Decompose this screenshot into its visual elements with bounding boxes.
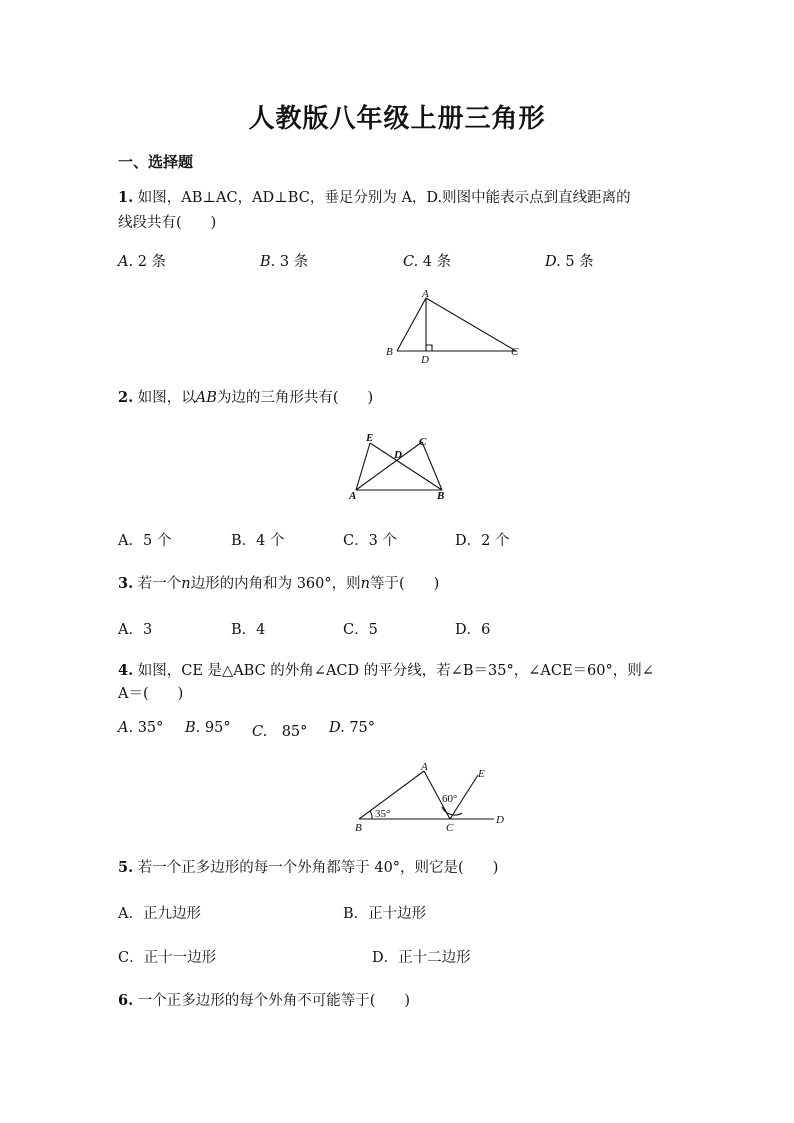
question-2-text-post: 为边的三角形共有( ) bbox=[216, 390, 374, 406]
q3-option-a-text: 3 bbox=[142, 622, 153, 638]
q1-right-angle-mark bbox=[426, 345, 432, 351]
question-3-var2: n bbox=[360, 576, 370, 592]
q1-option-a[interactable] bbox=[118, 250, 166, 271]
question-3-text-post: 等于( ) bbox=[369, 576, 440, 592]
question-2-var: AB bbox=[195, 390, 217, 406]
q2-segment-ac bbox=[356, 442, 422, 490]
q5-option-a-letter: A． bbox=[118, 906, 143, 922]
q5-option-d-letter: D． bbox=[372, 950, 399, 966]
question-1-number: 1. bbox=[118, 189, 134, 206]
question-3-text-mid: 边形的内角和为 360°，则 bbox=[190, 576, 361, 592]
section-heading: 一、选择题 bbox=[118, 153, 194, 171]
q1-option-c[interactable] bbox=[403, 250, 451, 271]
q1-option-a-letter: A. bbox=[118, 254, 134, 270]
q3-option-d-text: 6 bbox=[481, 622, 491, 638]
q1-figure bbox=[380, 284, 530, 370]
q1-option-c-letter: C. bbox=[403, 254, 419, 270]
q3-option-a[interactable] bbox=[118, 618, 152, 639]
q1-label-a: A bbox=[422, 288, 429, 300]
q3-option-b-text: 4 bbox=[256, 622, 266, 638]
question-5-text: 若一个正多边形的每一个外角都等于 40°，则它是( ) bbox=[137, 860, 499, 876]
q5-option-d[interactable] bbox=[372, 946, 471, 967]
q5-option-c[interactable] bbox=[118, 946, 216, 967]
question-4-line2: A＝( ) bbox=[118, 686, 184, 702]
q4-segment-ab bbox=[359, 771, 424, 819]
q4-option-a-letter: A. bbox=[118, 720, 134, 736]
q2-option-b-letter: B． bbox=[231, 533, 257, 549]
q3-option-b[interactable] bbox=[231, 618, 265, 639]
q2-segment-be bbox=[370, 443, 442, 490]
q4-label-e: E bbox=[478, 768, 485, 780]
question-4-number: 4. bbox=[118, 662, 134, 679]
q4-label-d: D bbox=[496, 814, 504, 826]
q5-option-b-letter: B． bbox=[343, 906, 369, 922]
q2-option-a-letter: A． bbox=[118, 533, 143, 549]
question-1-text-line1: 如图，AB⊥AC，AD⊥BC，垂足分别为 A，D.则图中能表示点到直线距离的 bbox=[137, 190, 631, 206]
question-6-number: 6. bbox=[118, 992, 134, 1009]
q4-option-b-text: 95° bbox=[204, 720, 231, 736]
q2-option-b-text: 4 个 bbox=[256, 533, 285, 549]
q1-option-d-letter: D. bbox=[545, 254, 561, 270]
q1-label-c: C bbox=[511, 346, 519, 358]
q4-option-c[interactable] bbox=[252, 720, 307, 741]
q5-option-b[interactable] bbox=[343, 902, 426, 923]
question-2-number: 2. bbox=[118, 389, 134, 406]
question-5 bbox=[118, 856, 498, 880]
q3-option-b-letter: B． bbox=[231, 622, 257, 638]
q4-angle-ace-arc bbox=[442, 807, 462, 815]
q2-segment-ae bbox=[356, 443, 370, 490]
q1-option-a-text: 2 条 bbox=[137, 254, 167, 270]
q2-option-c-letter: C． bbox=[343, 533, 369, 549]
q4-figure bbox=[350, 758, 510, 838]
question-3 bbox=[118, 572, 439, 596]
q4-option-b[interactable] bbox=[185, 720, 231, 736]
question-4-text-line1: 如图，CE 是△ABC 的外角∠ACD 的平分线，若∠B＝35°，∠ACE＝60°，则∠ bbox=[137, 663, 654, 679]
q2-label-e: E bbox=[366, 432, 374, 444]
q2-label-c: C bbox=[419, 436, 427, 448]
question-4 bbox=[118, 659, 654, 683]
q1-option-d[interactable] bbox=[545, 250, 594, 271]
q1-option-b-text: 3 条 bbox=[279, 254, 309, 270]
question-5-number: 5. bbox=[118, 859, 134, 876]
q2-label-b: B bbox=[437, 490, 445, 502]
q1-option-b[interactable] bbox=[260, 250, 308, 271]
q2-segment-bc bbox=[422, 442, 442, 490]
q2-option-b[interactable] bbox=[231, 529, 285, 550]
q5-option-a[interactable] bbox=[118, 902, 201, 923]
question-3-var: n bbox=[181, 576, 191, 592]
q4-option-c-text: 85° bbox=[281, 724, 308, 740]
q4-option-b-letter: B. bbox=[185, 720, 201, 736]
q1-triangle bbox=[397, 298, 516, 351]
q1-label-b: B bbox=[386, 346, 393, 358]
q4-angle-b-label: 35° bbox=[375, 808, 391, 820]
q2-option-a[interactable] bbox=[118, 529, 171, 550]
q2-option-d-text: 2 个 bbox=[481, 533, 510, 549]
q3-option-d-letter: D． bbox=[455, 622, 482, 638]
q2-option-c-text: 3 个 bbox=[368, 533, 397, 549]
q3-option-d[interactable] bbox=[455, 618, 490, 639]
question-1-line2: 线段共有( ) bbox=[118, 215, 217, 231]
q2-label-d: D bbox=[394, 449, 402, 461]
q1-label-d: D bbox=[421, 354, 429, 366]
q4-option-a[interactable] bbox=[118, 720, 163, 736]
q1-option-b-letter: B. bbox=[260, 254, 276, 270]
q5-option-c-letter: C． bbox=[118, 950, 144, 966]
q2-option-c[interactable] bbox=[343, 529, 397, 550]
question-6 bbox=[118, 989, 410, 1013]
q4-label-c: C bbox=[446, 822, 454, 834]
q4-option-d-text: 75° bbox=[349, 720, 376, 736]
q2-figure bbox=[342, 428, 454, 504]
q2-label-a: A bbox=[349, 490, 357, 502]
q3-option-c[interactable] bbox=[343, 618, 378, 639]
page-title: 人教版八年级上册三角形 bbox=[248, 104, 546, 134]
question-6-text: 一个正多边形的每个外角不可能等于( ) bbox=[137, 993, 411, 1009]
question-2-text-pre: 如图，以 bbox=[137, 390, 196, 406]
q2-option-a-text: 5 个 bbox=[142, 533, 172, 549]
q4-angle-b-arc bbox=[370, 811, 372, 819]
q5-option-c-text: 正十一边形 bbox=[143, 950, 217, 966]
q4-label-a: A bbox=[421, 761, 428, 773]
q4-angle-ace-label: 60° bbox=[442, 793, 458, 805]
q4-option-a-text: 35° bbox=[137, 720, 164, 736]
q3-option-c-letter: C． bbox=[343, 622, 369, 638]
q1-option-d-text: 5 条 bbox=[565, 254, 594, 270]
q4-label-b: B bbox=[355, 822, 362, 834]
q3-option-c-text: 5 bbox=[368, 622, 378, 638]
q5-option-d-text: 正十二边形 bbox=[398, 950, 471, 966]
q3-option-a-letter: A． bbox=[118, 622, 143, 638]
question-3-number: 3. bbox=[118, 575, 134, 592]
q4-option-d-letter: D. bbox=[329, 720, 345, 736]
q5-option-a-text: 正九边形 bbox=[142, 906, 201, 922]
q4-option-c-letter: C. bbox=[252, 724, 268, 740]
question-2 bbox=[118, 386, 373, 410]
q5-option-b-text: 正十边形 bbox=[368, 906, 427, 922]
q2-option-d[interactable] bbox=[455, 529, 509, 550]
q2-option-d-letter: D． bbox=[455, 533, 482, 549]
q4-option-d[interactable] bbox=[329, 720, 375, 736]
question-3-text-pre: 若一个 bbox=[137, 576, 182, 592]
q1-option-c-text: 4 条 bbox=[422, 254, 452, 270]
question-1 bbox=[118, 186, 631, 210]
